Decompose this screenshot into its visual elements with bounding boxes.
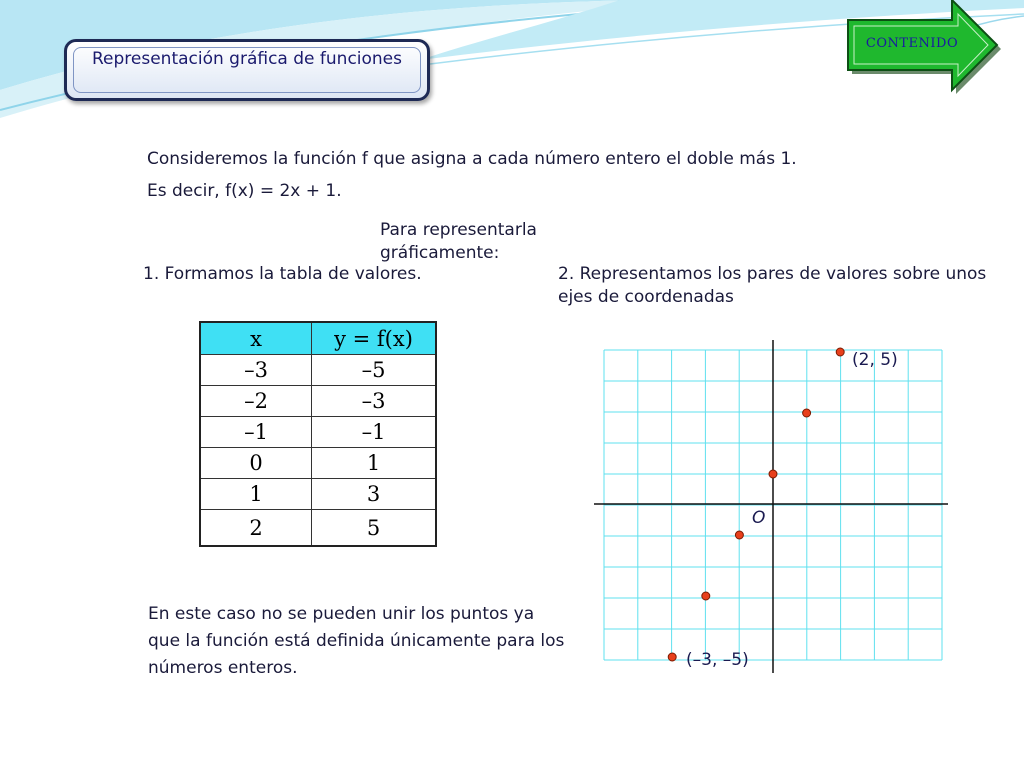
values-table	[199, 321, 437, 547]
data-point	[769, 470, 777, 478]
step-2-text: 2. Representamos los pares de valores sobre unos ejes de coordenadas	[558, 264, 987, 307]
table-row	[200, 479, 436, 510]
cell-x: 2	[200, 510, 312, 547]
table-row	[200, 510, 436, 547]
cell-y: –3	[312, 386, 437, 417]
cell-x: 1	[200, 479, 312, 510]
header-x: x	[200, 322, 312, 355]
table-row	[200, 355, 436, 386]
intro-line-1: Consideremos la función f que asigna a cada número entero el doble más 1.	[147, 149, 797, 169]
data-point	[735, 531, 743, 539]
coordinate-graph	[590, 338, 955, 678]
cell-y: 1	[312, 448, 437, 479]
point-label-bottom: (–3, –5)	[686, 650, 749, 670]
data-point	[803, 409, 811, 417]
cell-x: –1	[200, 417, 312, 448]
page-title: Representación gráfica de funciones	[91, 49, 403, 69]
cell-y: –1	[312, 417, 437, 448]
table-row	[200, 417, 436, 448]
step-intro: Para representarla gráficamente:	[380, 220, 537, 263]
cell-y: 3	[312, 479, 437, 510]
origin-label: O	[752, 508, 766, 528]
cell-x: –3	[200, 355, 312, 386]
intro-line-2: Es decir, f(x) = 2x + 1.	[147, 181, 342, 201]
table-row	[200, 448, 436, 479]
data-point	[836, 348, 844, 356]
note-text: En este caso no se pueden unir los puntos ya que la función está definida únicamente para los números enteros.	[148, 604, 565, 678]
table-row	[200, 386, 436, 417]
data-point	[668, 653, 676, 661]
table-header-row	[200, 322, 436, 355]
cell-x: 0	[200, 448, 312, 479]
point-label-top: (2, 5)	[852, 350, 898, 370]
data-point	[702, 592, 710, 600]
cell-y: –5	[312, 355, 437, 386]
cell-y: 5	[312, 510, 437, 547]
title-box	[64, 39, 430, 101]
header-y: y = f(x)	[312, 322, 437, 355]
cell-x: –2	[200, 386, 312, 417]
step-1-text: 1. Formamos la tabla de valores.	[143, 264, 422, 284]
contenido-button-label[interactable]: CONTENIDO	[865, 36, 959, 51]
